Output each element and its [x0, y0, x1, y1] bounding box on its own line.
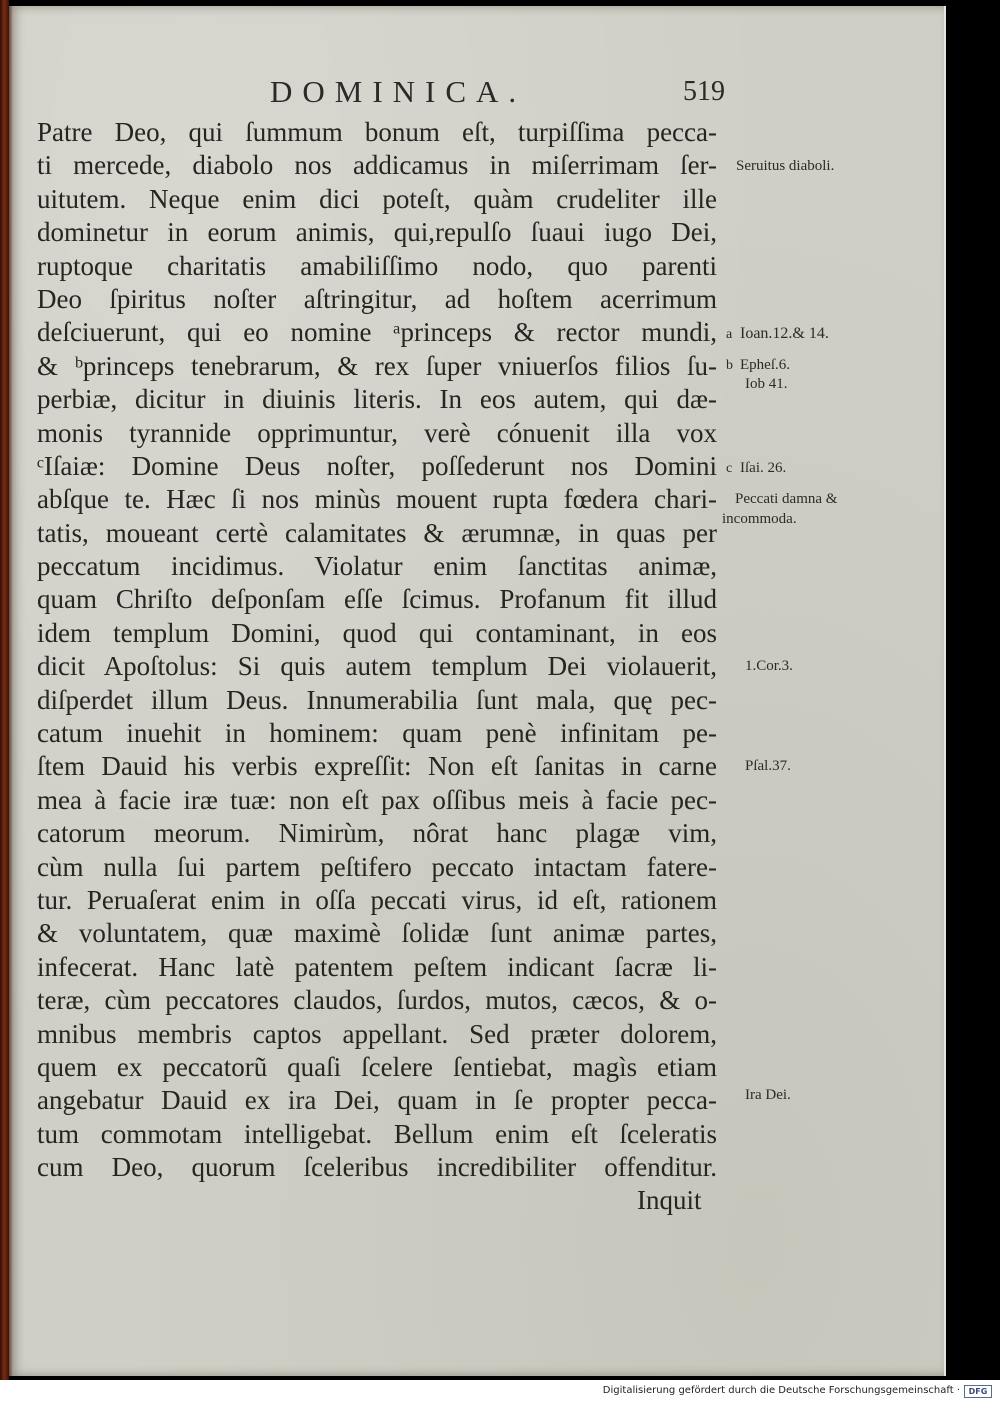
text-line: peccatum incidimus. Violatur enim ſanctitas animæ, — [37, 551, 717, 582]
text-line: dicit Apoſtolus: Si quis autem templum Dei violauerit, — [37, 651, 717, 682]
text-line: uitutem. Neque enim dici poteſt, quàm crudeliter ille — [37, 183, 717, 214]
note-mark: c — [726, 461, 733, 476]
text-line: ruptoque charitatis amabiliſſimo nodo, quo parenti — [37, 250, 717, 281]
text-line: tur. Peruaſerat enim in oſſa peccati virus, id eſt, rationem — [37, 884, 717, 915]
footer-bar — [0, 1380, 1000, 1403]
text-line: idem templum Domini, quod qui contaminant, in eos — [37, 617, 717, 648]
note-text: Iob 41. — [745, 376, 788, 392]
note-text: Seruitus diaboli. — [736, 158, 835, 174]
body-text — [37, 116, 717, 1185]
note-text: Iſai. 26. — [740, 460, 787, 476]
text-line: mnibus membris captos appellant. Sed præter dolorem, — [37, 1018, 717, 1049]
text-line: abſque te. Hæc ſi nos minùs mouent rupta fœdera chari- — [37, 484, 717, 515]
text-line: & voluntatem, quæ maximè ſolidæ ſunt animæ partes, — [37, 918, 717, 949]
text-line: ti mercede, diabolo nos addicamus in miſerrimam ſer- — [37, 150, 717, 181]
running-head: DOMINICA. — [270, 74, 527, 109]
note-text: 1.Cor.3. — [745, 658, 793, 674]
margin-note — [726, 324, 829, 344]
text-line: catum inuehit in hominem: quam penè infinitam pe- — [37, 718, 717, 749]
note-mark: a — [726, 327, 733, 342]
note-text: incommoda. — [722, 511, 797, 527]
margin-note — [745, 757, 791, 776]
note-text: Pſal.37. — [745, 758, 791, 774]
digitization-credit: Digitalisierung gefördert durch die Deutsche Forschungsgemeinschaft · — [602, 1385, 960, 1396]
text-line: mea à facie iræ tuæ: non eſt pax oſſibus meis à facie pec- — [37, 784, 717, 815]
text-line: perbiæ, dicitur in diuinis literis. In eos autem, qui dæ- — [37, 384, 717, 415]
text-line: & ᵇprinceps tenebrarum, & rex ſuper vniuerſos filios ſu- — [37, 350, 717, 381]
margin-note — [745, 657, 793, 676]
text-line: Patre Deo, qui ſummum bonum eſt, turpiſſima pecca- — [37, 117, 717, 147]
margin-note — [722, 157, 834, 176]
margin-note — [726, 459, 786, 478]
text-line: Deo ſpiritus noſter aſtringitur, ad hoſtem acerrimum — [37, 283, 717, 314]
note-text: Peccati damna & — [735, 491, 838, 507]
margin-note — [722, 510, 797, 529]
note-mark: b — [726, 358, 733, 373]
text-line: teræ, cùm peccatores claudos, ſurdos, mutos, cæcos, & o- — [37, 985, 717, 1016]
text-line: catorum meorum. Nimirùm, nôrat hanc plagæ vim, — [37, 818, 717, 849]
page-gutter-shadow — [9, 6, 13, 1376]
text-line: monis tyrannide opprimuntur, verè cónuenit illa vox — [37, 417, 717, 448]
margin-note — [745, 375, 788, 394]
text-line: tum commotam intelligebat. Bellum enim eſt ſceleratis — [37, 1118, 717, 1149]
text-line: quem ex peccatorũ quaſi ſcelere ſentiebat, magìs etiam — [37, 1051, 717, 1082]
margin-note — [745, 1086, 791, 1105]
margin-note — [735, 490, 837, 509]
text-line: deſciuerunt, qui eo nomine ᵃprinceps & rector mundi, — [37, 317, 717, 348]
page-number: 519 — [683, 76, 725, 107]
catchword: Inquit — [637, 1185, 702, 1215]
margin-note — [726, 356, 790, 375]
note-text: Epheſ.6. — [740, 357, 790, 373]
text-line: quam Chriſto deſponſam eſſe ſcimus. Profanum fit illud — [37, 584, 717, 615]
note-text: Ira Dei. — [745, 1087, 791, 1103]
text-line: angebatur Dauid ex ira Dei, quam in ſe propter pecca- — [37, 1085, 717, 1116]
text-line: diſperdet illum Deus. Innumerabilia ſunt mala, quę pec- — [37, 684, 717, 715]
text-line: ſtem Dauid his verbis expreſſit: Non eſt ſanitas in carne — [37, 751, 717, 782]
text-line: tatis, moueant certè calamitates & ærumnæ, in quas per — [37, 517, 717, 548]
note-text: Ioan.12.& 14. — [740, 325, 829, 342]
dfg-logo: DFG — [964, 1385, 992, 1398]
text-line: cum Deo, quorum ſceleribus incredibiliter offenditur. — [37, 1152, 717, 1183]
text-line: cùm nulla ſui partem peſtifero peccato intactam fatere- — [37, 851, 717, 882]
text-line: dominetur in eorum animis, qui,repulſo ſuaui iugo Dei, — [37, 217, 717, 248]
text-line: ᶜIſaiæ: Domine Deus noſter, poſſederunt nos Domini — [37, 450, 717, 481]
text-line: infecerat. Hanc latè patentem peſtem indicant ſacræ li- — [37, 951, 717, 982]
page-header — [270, 74, 725, 114]
book-spine — [0, 0, 9, 1380]
